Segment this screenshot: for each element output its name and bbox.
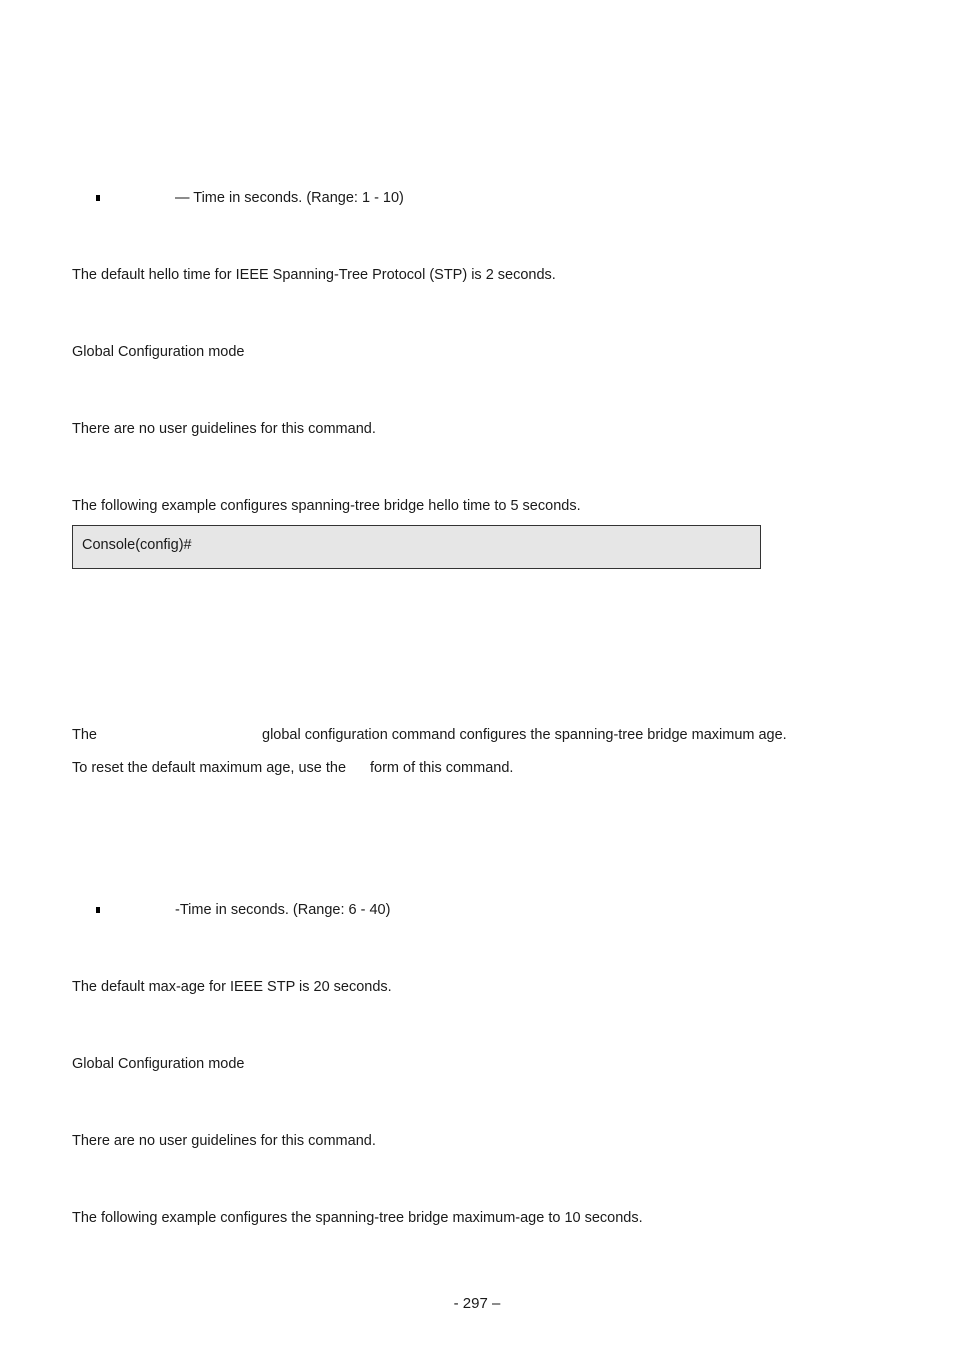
command-mode-text: Global Configuration mode	[72, 1056, 245, 1072]
page-number: - 297 –	[453, 1295, 501, 1312]
example-description: The following example configures the spanning-tree bridge maximum-age to 10 seconds.	[72, 1210, 643, 1226]
reset-instruction-lead: To reset the default maximum age, use the	[72, 760, 347, 776]
command-mode-text: Global Configuration mode	[72, 344, 245, 360]
reset-instruction-tail: form of this command.	[370, 760, 514, 776]
bullet-icon	[96, 195, 100, 201]
command-description-lead: The	[72, 727, 97, 743]
parameter-description: -Time in seconds. (Range: 6 - 40)	[175, 902, 391, 918]
user-guidelines-text: There are no user guidelines for this command.	[72, 421, 376, 437]
default-configuration-text: The default hello time for IEEE Spanning-Tree Protocol (STP) is 2 seconds.	[72, 267, 556, 283]
user-guidelines-text: There are no user guidelines for this command.	[72, 1133, 376, 1149]
command-description-text: global configuration command configures the spanning-tree bridge maximum age.	[262, 727, 787, 743]
code-example-line: Console(config)#	[82, 537, 192, 553]
parameter-description: — Time in seconds. (Range: 1 - 10)	[175, 190, 404, 206]
example-description: The following example configures spanning-tree bridge hello time to 5 seconds.	[72, 498, 581, 514]
default-configuration-text: The default max-age for IEEE STP is 20 seconds.	[72, 979, 392, 995]
code-example-box	[72, 525, 761, 569]
bullet-icon	[96, 907, 100, 913]
